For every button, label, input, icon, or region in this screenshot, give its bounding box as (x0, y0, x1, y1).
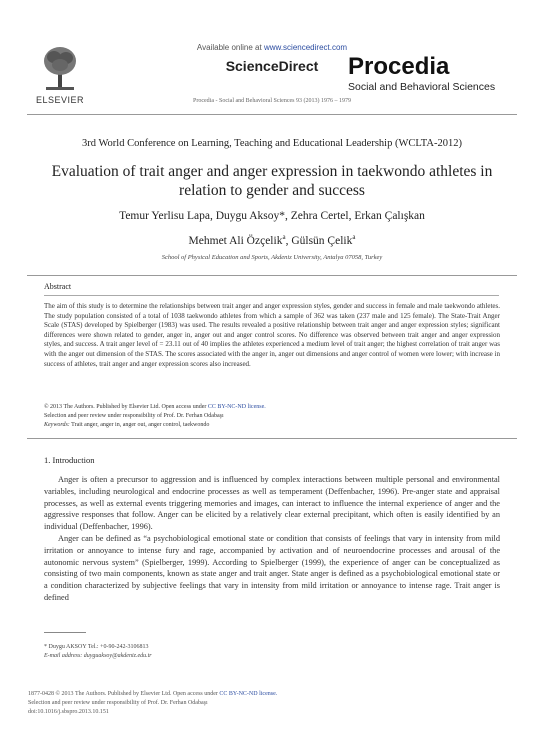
journal-citation: Procedia - Social and Behavioral Sciences 93 (2013) 1976 – 1979 (193, 98, 351, 104)
header-divider (27, 114, 517, 115)
procedia-subtitle: Social and Behavioral Sciences (348, 81, 496, 93)
abstract-divider-bottom (27, 438, 517, 439)
section-heading-introduction: 1. Introduction (44, 455, 95, 465)
corresponding-author: * Duygu AKSOY Tel.: +0-90-242-3106813 (44, 644, 149, 650)
abstract-heading: Abstract (44, 282, 72, 291)
procedia-title: Procedia (348, 53, 450, 80)
footer-text: 1877-0428 © 2013 The Authors. Published by Elsevier Ltd. Open access under (28, 691, 220, 697)
affiliation: School of Physical Education and Sports, Akdeniz University, Antalya 07058, Turkey (161, 254, 383, 261)
sciencedirect-title: ScienceDirect (225, 58, 319, 74)
footer-peer-review: Selection and peer review under responsibility of Prof. Dr. Ferhan Odabaşı (28, 700, 208, 706)
page-footer (28, 690, 498, 717)
email-address: E-mail address: duyguaksoy@akdeniz.edu.tr (44, 653, 152, 659)
abstract-divider (44, 295, 499, 296)
keywords-text: Trait anger, anger in, anger out, anger control, taekwondo (69, 422, 210, 428)
conference-name: 3rd World Conference on Learning, Teaching and Educational Leadership (WCLTA-2012) (82, 138, 462, 149)
affiliation-marker: a (282, 233, 286, 241)
authors-line-1: Temur Yerlisu Lapa, Duygu Aksoy*, Zehra Certel, Erkan Çalışkan (119, 210, 425, 222)
keywords-label: Keywords: (44, 422, 70, 428)
introduction-body (44, 474, 500, 604)
peer-review-line: Selection and peer review under responsibility of Prof. Dr. Ferhan Odabaşı (44, 413, 224, 419)
available-online-line (0, 43, 544, 52)
paper-title: Evaluation of trait anger and anger expression in taekwondo athletes in relation to gender and success (51, 163, 493, 199)
footer-copyright (28, 690, 498, 699)
abstract-body: The aim of this study is to determine the relationships between trait anger and anger expression styles, gender and success in female and male taekwondo athletes. The study population consisted of a total of 1038 taekwondo athletes from which a sample of 362 was taken (237 male and 125 female). The State-Trait Anger Scale (STAS) developed by Spielberger (1983) was used. The results revealed a positive relationship between trait anger and anger expression styles; significant differences were shown related to gender, anger in, anger out and anger control scores. No difference was observed between trait anger and anger expression styles, and success. A trait anger level of = 23.11 out of 40 implies the athletes experienced a medium level of trait anger; the highest correlation of trait anger was with the anger out dimension of the STAS. The scores associated with the anger in, anger out dimensions and anger control of women were lower; with increase in success of athletes, trait anger and anger expression scores also increased. (44, 302, 500, 368)
footer-license-link[interactable]: CC BY-NC-ND license. (219, 691, 278, 697)
paragraph: Anger can be defined as “a psychobiological emotional state or condition that consists of feelings that vary in intensity from mild irritation or annoyance to intense fury and rage, accompanied by activation and of neuroendocrine processes and arousal of the autonomic nervous system” (Spielberger, 1999). According to Spielberger (1999), the experience of anger can be conceptualized as consisting of two main components, known as state anger and trait anger. State anger is defined as a psychobiological emotional state or a condition characterized by subjective feelings that vary in intensity from mild irritation or annoyance to intense rage. Trait anger is defined (44, 533, 500, 602)
sciencedirect-link[interactable]: www.sciencedirect.com (263, 43, 348, 52)
license-link[interactable]: CC BY-NC-ND license. (207, 404, 266, 410)
author-name: , Gülsün Çelik (285, 234, 353, 247)
footnote-divider (44, 632, 86, 633)
author-name: Mehmet Ali Özçelik (188, 234, 283, 247)
authors-line-2 (0, 233, 544, 247)
footer-doi: doi:10.1016/j.sbspro.2013.10.151 (28, 709, 109, 715)
copyright-line (44, 403, 500, 412)
available-prefix: Available online at (196, 43, 264, 52)
abstract-divider-top (27, 275, 517, 276)
elsevier-logo (34, 43, 86, 105)
affiliation-marker: a (352, 233, 356, 241)
keywords (44, 422, 500, 428)
procedia-logo (348, 55, 518, 93)
copyright-text: © 2013 The Authors. Published by Elsevier Ltd. Open access under (44, 404, 208, 410)
copyright-block (44, 403, 500, 421)
elsevier-wordmark: ELSEVIER (35, 95, 85, 105)
paragraph: Anger is often a precursor to aggression and is influenced by complex interactions between multiple personal and environmental variables, including neurological and endocrine processes as well as temperament (Deffenbacher, 1996). Pre-anger state and appraisal processes, as well as external events triggering memories and images, can interact to influence the internal experience of anger and the aggressive responses that follow. Anger can be elicited by a relatively clear external precipitant, which often is easily identified by an individual (Deffenbacher, 1996). (44, 475, 500, 532)
